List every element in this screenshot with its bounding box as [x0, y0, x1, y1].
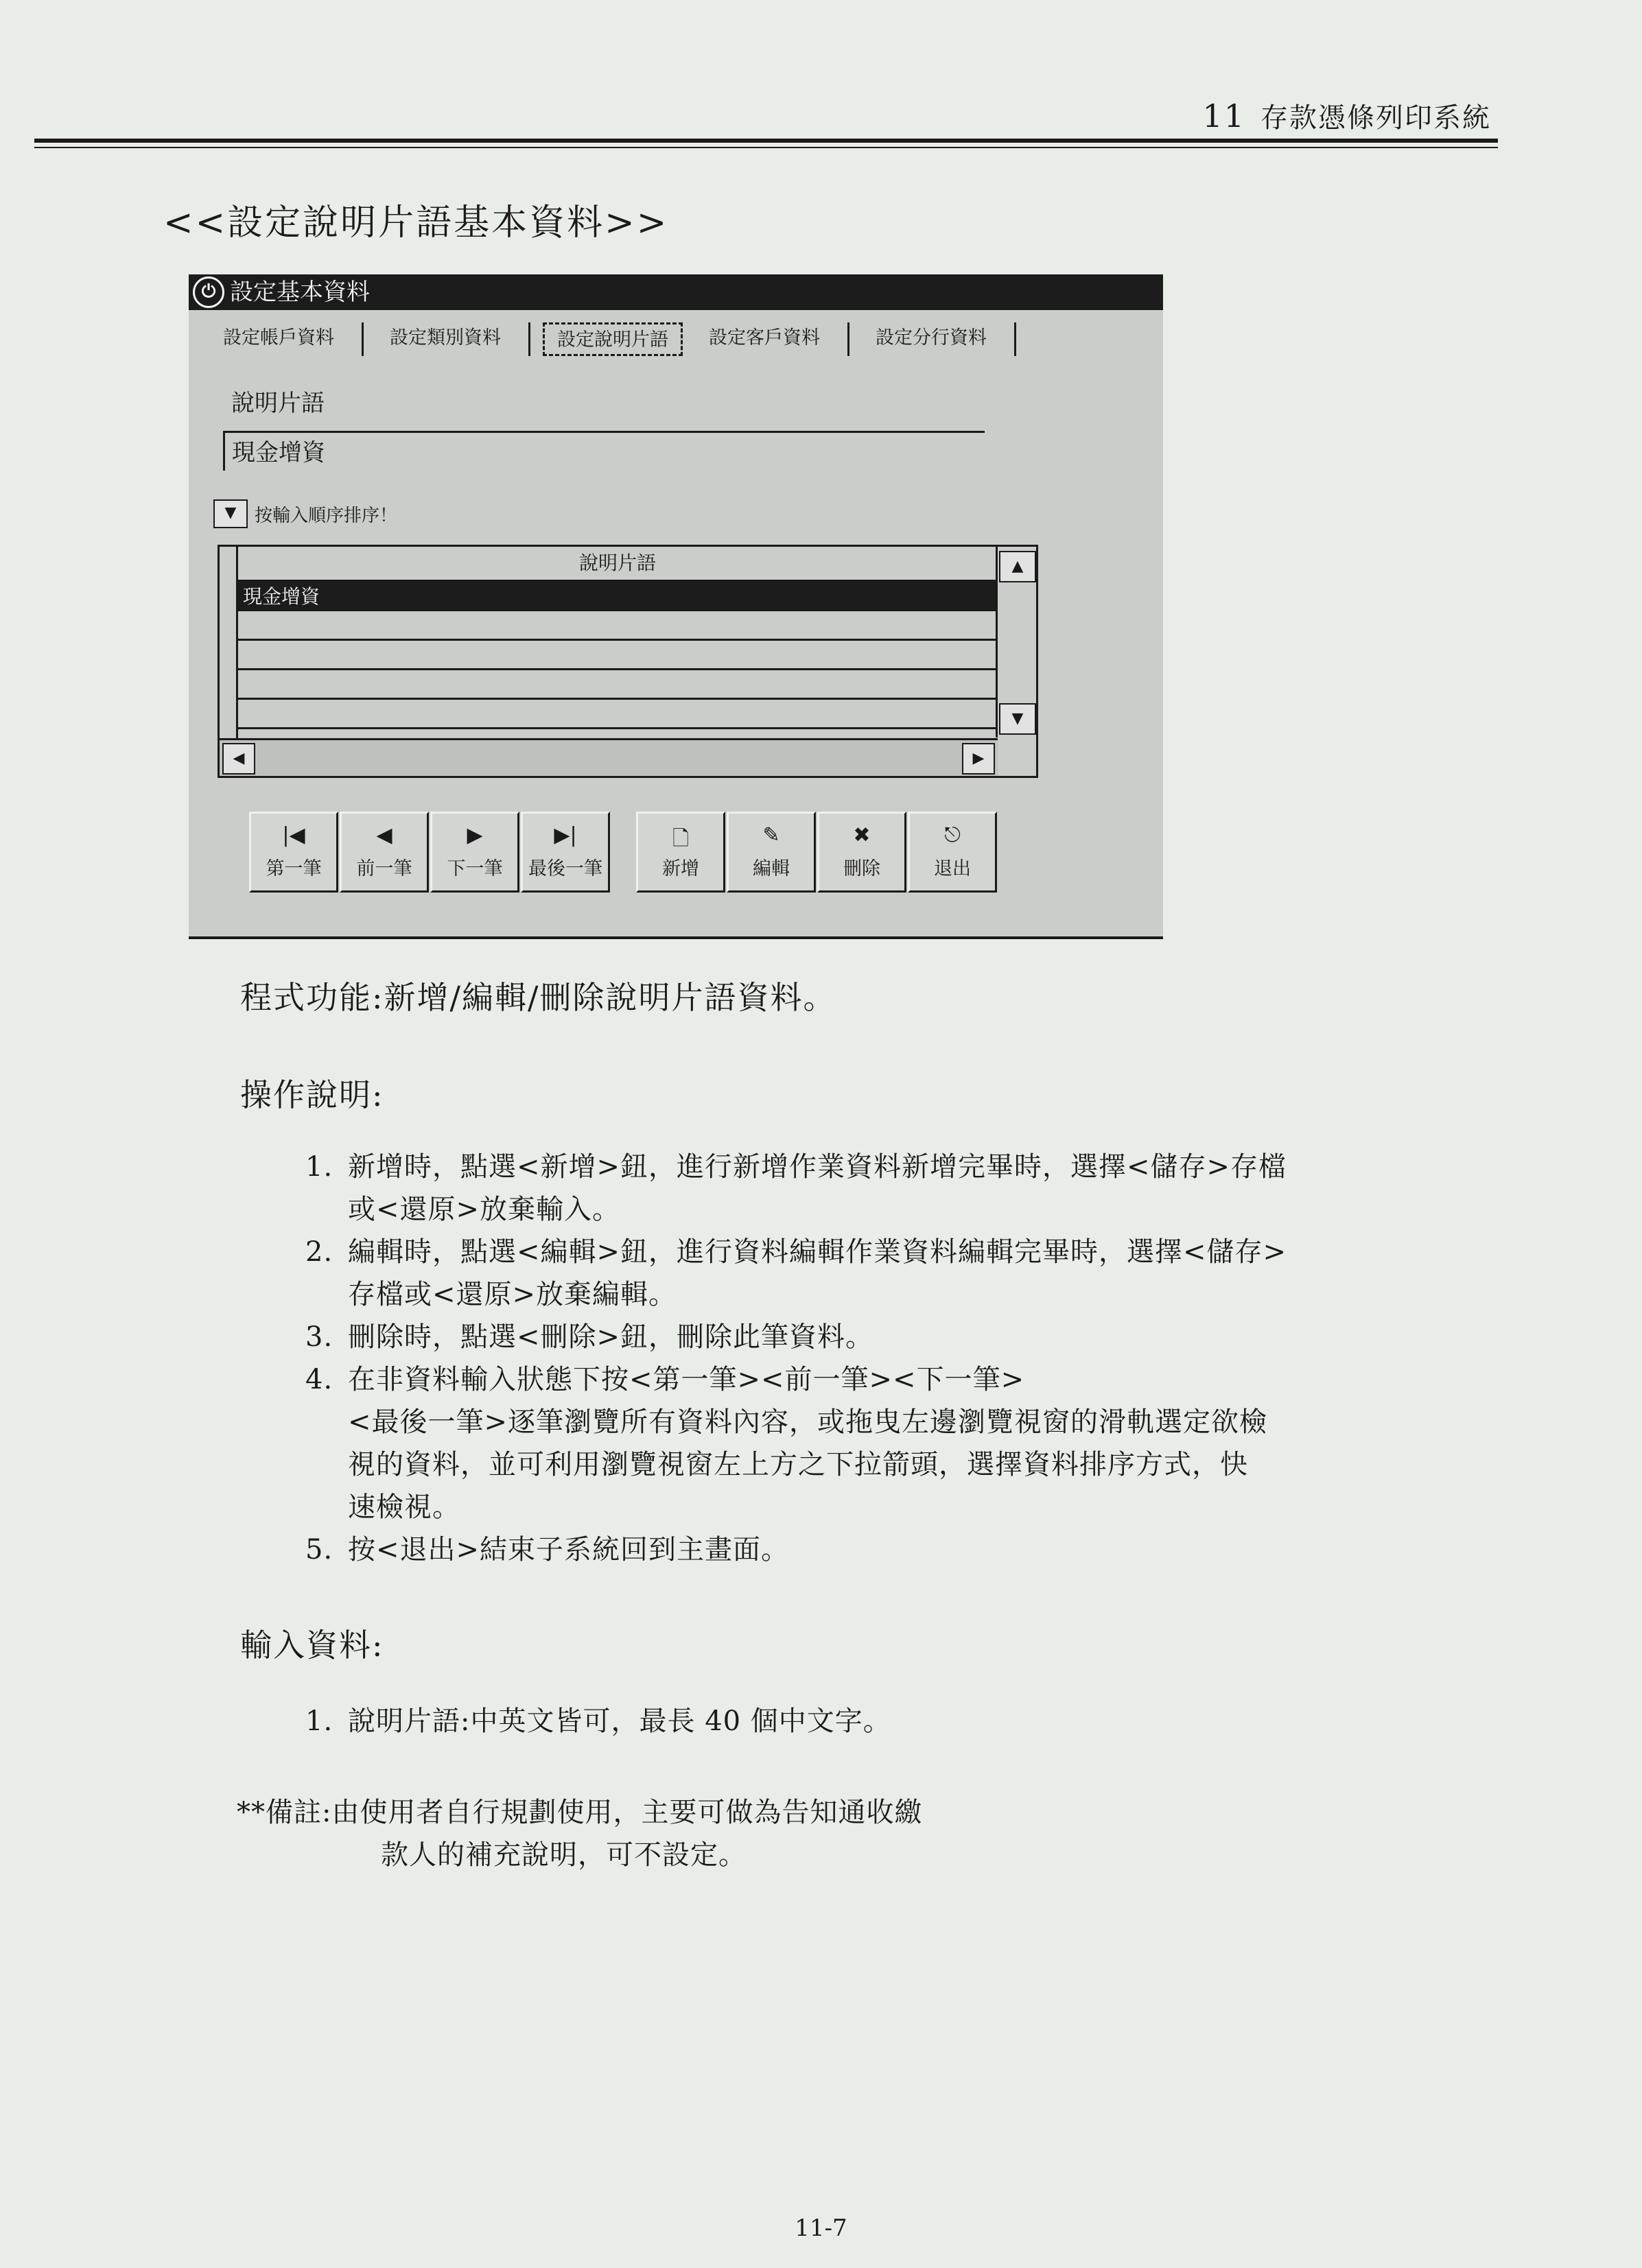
item-text: 視的資料，並可利用瀏覽視窗左上方之下拉箭頭，選擇資料排序方式，快 — [348, 1449, 1248, 1480]
item-text: 刪除時，點選<刪除>鈕，刪除此筆資料。 — [348, 1321, 874, 1353]
record-nav — [249, 812, 611, 894]
last-record-label: 最後一筆 — [528, 858, 602, 879]
note-line: **備註:由使用者自行規劃使用，主要可做為告知通收繳 — [237, 1797, 923, 1828]
list-item — [305, 1231, 1287, 1316]
note-line: 款人的補充說明，可不設定。 — [381, 1839, 747, 1871]
header-rule — [34, 139, 1498, 143]
sort-dropdown-icon[interactable]: ▼ — [213, 499, 248, 528]
item-text: 或<還原>放棄輸入。 — [348, 1194, 621, 1225]
section-title: <<設定說明片語基本資料>> — [163, 202, 669, 244]
phrase-field-label: 說明片語 — [231, 390, 325, 417]
horizontal-scrollbar[interactable] — [220, 738, 998, 776]
grid-row[interactable] — [237, 641, 998, 670]
page-number: 11-7 — [795, 2214, 847, 2242]
grid-row[interactable]: 現金增資 — [237, 582, 998, 611]
edit-icon: ✎ — [762, 823, 780, 847]
chapter-number: 11 — [1202, 97, 1245, 134]
prev-icon: ◀ — [376, 823, 392, 847]
sort-label: 按輸入順序排序！ — [255, 505, 398, 526]
list-item — [305, 1528, 1287, 1571]
operation-list — [305, 1146, 1287, 1571]
list-item — [305, 1316, 1287, 1358]
next-icon: ▶ — [467, 823, 483, 847]
input-list — [305, 1700, 891, 1743]
window-title: 設定基本資料 — [230, 279, 370, 306]
tab-branch[interactable]: 設定分行資料 — [862, 322, 1016, 356]
grid-row[interactable] — [237, 700, 998, 729]
first-record-button[interactable] — [249, 812, 338, 893]
delete-icon: ✖ — [853, 823, 871, 847]
item-text: 新增時，點選<新增>鈕，進行新增作業資料新增完畢時，選擇<儲存>存檔 — [348, 1151, 1287, 1183]
item-number: 4. — [305, 1364, 333, 1395]
add-label: 新增 — [662, 858, 699, 879]
item-number: 1. — [305, 1705, 333, 1737]
item-text: 按<退出>結束子系統回到主畫面。 — [348, 1534, 790, 1566]
app-icon: ⏻ — [193, 276, 224, 308]
tab-phrase[interactable]: 設定說明片語 — [543, 322, 683, 356]
item-number: 3. — [305, 1321, 333, 1353]
scroll-up-icon[interactable]: ▲ — [999, 551, 1036, 582]
item-number: 2. — [305, 1236, 333, 1268]
new-document-icon: 🗋 — [672, 827, 690, 851]
phrase-input[interactable]: 現金增資 — [223, 431, 985, 471]
grid-column-header: 說明片語 — [237, 547, 998, 582]
tab-account[interactable]: 設定帳戶資料 — [209, 322, 364, 356]
delete-button[interactable] — [817, 812, 906, 893]
scroll-right-icon[interactable]: ▶ — [962, 743, 995, 775]
last-icon: ▶| — [554, 823, 577, 847]
function-description: 程式功能:新增/編輯/刪除說明片語資料。 — [240, 979, 836, 1016]
tab-category[interactable]: 設定類別資料 — [376, 322, 530, 356]
edit-button[interactable] — [727, 812, 816, 893]
last-record-button[interactable] — [521, 812, 610, 893]
prev-record-label: 前一筆 — [356, 858, 412, 879]
sort-row — [213, 499, 397, 528]
item-text: 編輯時，點選<編輯>鈕，進行資料編輯作業資料編輯完畢時，選擇<儲存> — [348, 1236, 1287, 1268]
page-header — [1202, 96, 1491, 135]
item-text: 在非資料輸入狀態下按<第一筆><前一筆><下一筆> — [348, 1364, 1025, 1395]
add-button[interactable] — [636, 812, 725, 893]
tab-customer[interactable]: 設定客戶資料 — [695, 322, 849, 356]
item-number: 1. — [305, 1151, 333, 1183]
input-heading: 輸入資料: — [240, 1627, 384, 1664]
vertical-scrollbar[interactable] — [996, 547, 1036, 737]
item-number: 5. — [305, 1534, 333, 1566]
phrase-grid — [218, 545, 1038, 778]
exit-icon: ⎋ — [944, 823, 961, 847]
item-text: <最後一筆>逐筆瀏覽所有資料內容，或拖曳左邊瀏覽視窗的滑軌選定欲檢 — [348, 1406, 1268, 1438]
delete-label: 刪除 — [843, 858, 880, 879]
item-text: 說明片語:中英文皆可，最長 40 個中文字。 — [348, 1705, 891, 1737]
scroll-down-icon[interactable]: ▼ — [999, 703, 1036, 735]
app-window — [189, 274, 1163, 939]
first-record-label: 第一筆 — [266, 858, 322, 879]
scroll-left-icon[interactable]: ◀ — [222, 743, 255, 775]
grid-row[interactable] — [237, 670, 998, 700]
list-item — [305, 1700, 891, 1743]
header-rule-thin — [34, 147, 1498, 148]
item-text: 速檢視。 — [348, 1491, 460, 1523]
item-text: 存檔或<還原>放棄編輯。 — [348, 1279, 677, 1310]
action-bar — [636, 812, 998, 894]
window-title-bar — [189, 274, 1163, 310]
grid-row[interactable] — [237, 611, 998, 641]
operation-heading: 操作說明: — [240, 1076, 384, 1113]
next-record-button[interactable] — [430, 812, 519, 893]
next-record-label: 下一筆 — [447, 858, 503, 879]
tab-bar — [209, 322, 1163, 356]
prev-record-button[interactable] — [340, 812, 429, 893]
list-item — [305, 1358, 1287, 1528]
exit-label: 退出 — [934, 858, 971, 879]
edit-label: 編輯 — [753, 858, 790, 879]
exit-button[interactable] — [908, 812, 997, 893]
first-icon: |◀ — [282, 823, 305, 847]
list-item — [305, 1146, 1287, 1231]
chapter-title: 存款憑條列印系統 — [1260, 102, 1491, 134]
